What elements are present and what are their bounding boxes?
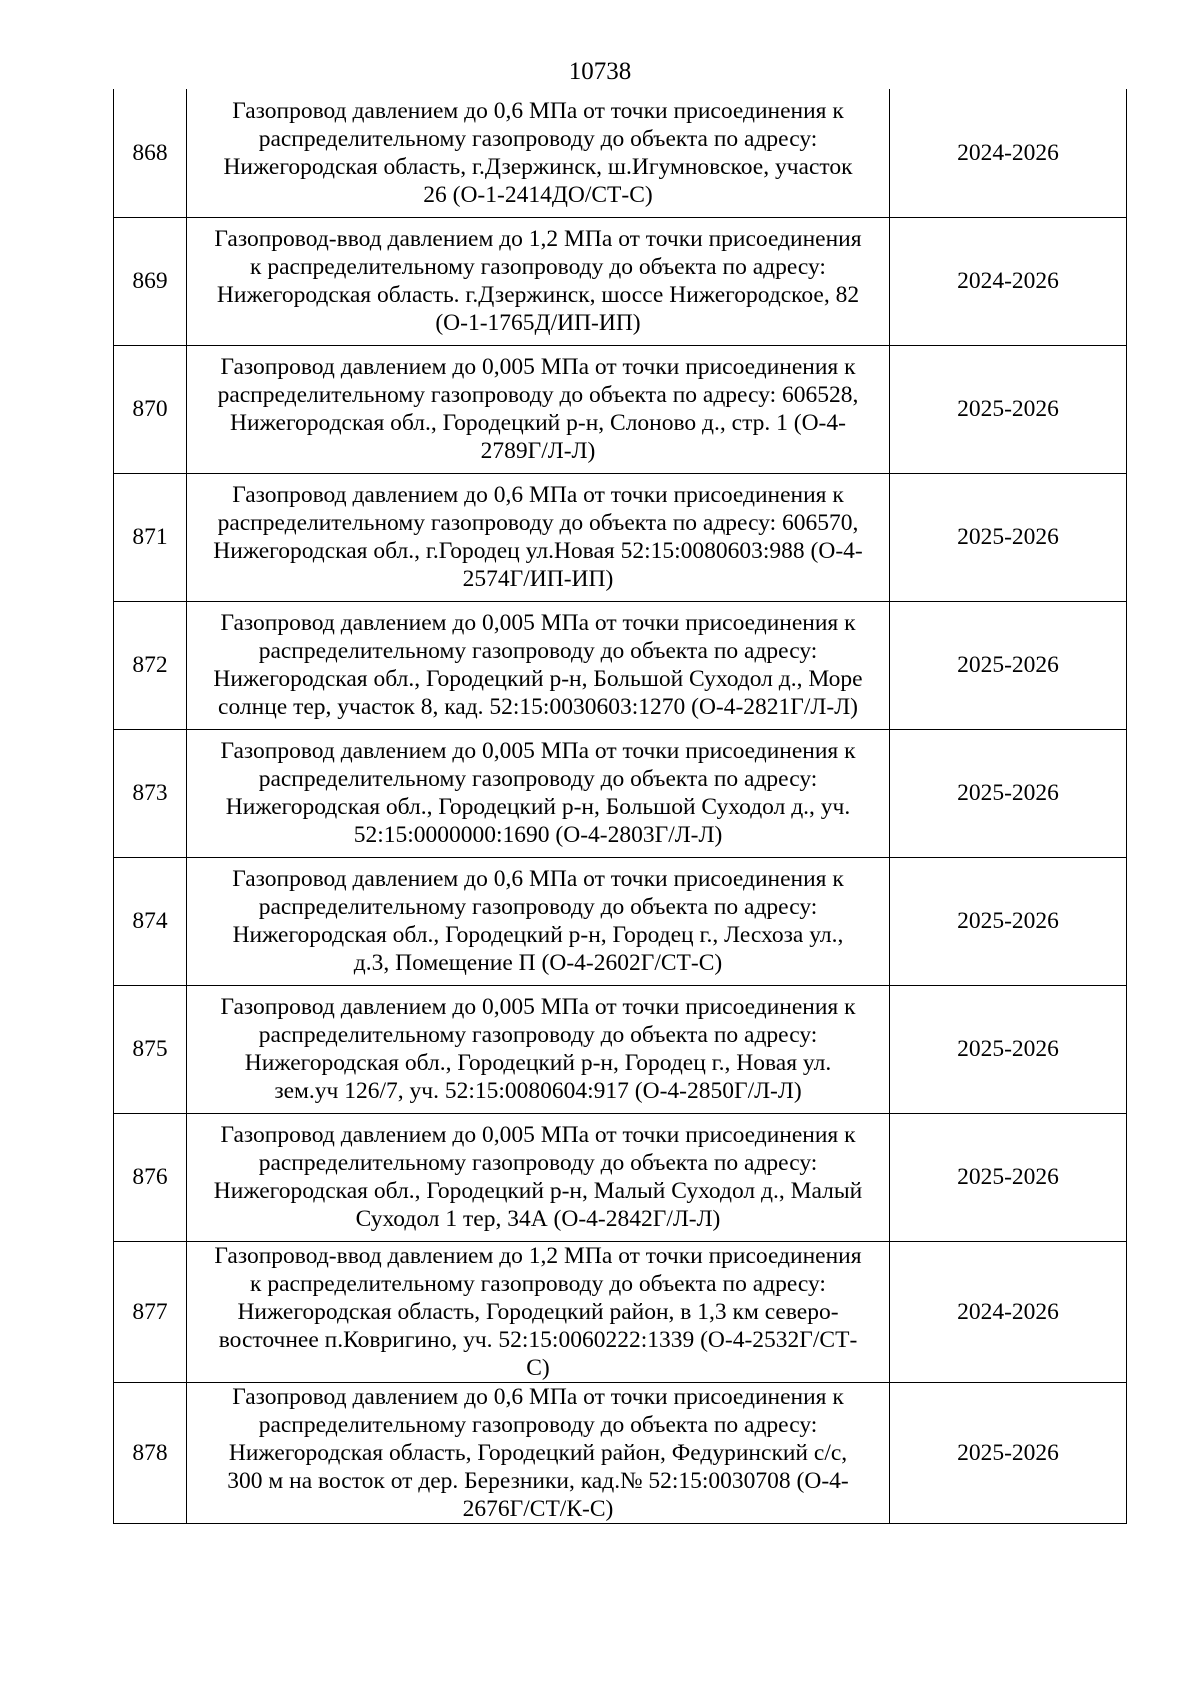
row-period: 2025-2026 — [890, 345, 1127, 473]
description-line: 26 (О-1-2414ДО/СТ-С) — [423, 181, 653, 208]
row-number: 872 — [114, 601, 187, 729]
row-number: 869 — [114, 217, 187, 345]
table-row — [114, 857, 1127, 985]
description-line: Газопровод давлением до 0,6 МПа от точки присоединения к — [232, 866, 844, 892]
description-line: С) — [526, 1354, 550, 1381]
description-line: 2789Г/Л-Л) — [480, 438, 596, 464]
row-number: 877 — [114, 1241, 187, 1382]
row-description — [187, 985, 890, 1113]
pipeline-table — [113, 89, 1127, 1524]
description-line: к распределительному газопроводу до объекта по адресу: — [250, 254, 826, 280]
table-row — [114, 89, 1127, 217]
description-line: Нижегородская обл., Городецкий р-н, Большой Суходол д., Море — [213, 666, 863, 692]
table-row — [114, 1241, 1127, 1382]
description-line: Газопровод давлением до 0,005 МПа от точки присоединения к — [220, 738, 856, 764]
description-line: 2574Г/ИП-ИП) — [462, 566, 614, 592]
table-row — [114, 217, 1127, 345]
row-description — [187, 1113, 890, 1241]
description-line: распределительному газопроводу до объекта по адресу: — [258, 638, 818, 664]
description-line: д.3, Помещение П (О-4-2602Г/СТ-С) — [353, 950, 723, 976]
description-line: Нижегородская обл., Городецкий р-н, Городец г., Новая ул. — [244, 1050, 832, 1076]
description-line: (О-1-1765Д/ИП-ИП) — [435, 310, 641, 336]
row-period: 2025-2026 — [890, 729, 1127, 857]
row-number: 878 — [114, 1382, 187, 1523]
description-line: Нижегородская обл., г.Городец ул.Новая 52:15:0080603:988 (О-4- — [213, 538, 863, 564]
description-line: Газопровод давлением до 0,005 МПа от точки присоединения к — [220, 610, 856, 636]
row-number: 873 — [114, 729, 187, 857]
description-line: Газопровод давлением до 0,005 МПа от точки присоединения к — [220, 354, 856, 380]
description-line: распределительному газопроводу до объекта по адресу: 606570, — [217, 510, 859, 536]
description-line: распределительному газопроводу до объекта по адресу: 606528, — [217, 382, 859, 408]
table-row — [114, 1382, 1127, 1523]
description-line: распределительному газопроводу до объекта по адресу: — [258, 125, 818, 152]
description-line: Нижегородская область, г.Дзержинск, ш.Игумновское, участок — [223, 153, 853, 180]
description-line: Газопровод давлением до 0,6 МПа от точки присоединения к — [232, 1383, 844, 1410]
description-line: Газопровод давлением до 0,005 МПа от точки присоединения к — [220, 1122, 856, 1148]
row-description — [187, 857, 890, 985]
row-period: 2025-2026 — [890, 985, 1127, 1113]
description-line: Газопровод давлением до 0,005 МПа от точки присоединения к — [220, 994, 856, 1020]
description-line: 2676Г/СТ/К-С) — [462, 1495, 614, 1522]
description-line: зем.уч 126/7, уч. 52:15:0080604:917 (О-4-2850Г/Л-Л) — [274, 1078, 802, 1104]
description-line: 52:15:0000000:1690 (О-4-2803Г/Л-Л) — [353, 822, 723, 848]
page-number: 10738 — [568, 58, 632, 85]
row-number: 874 — [114, 857, 187, 985]
row-description — [187, 473, 890, 601]
description-line: Газопровод-ввод давлением до 1,2 МПа от точки присоединения — [214, 226, 862, 252]
row-number: 875 — [114, 985, 187, 1113]
description-line: Нижегородская область, Городецкий район, в 1,3 км северо- — [237, 1298, 839, 1325]
row-period: 2024-2026 — [890, 89, 1127, 217]
row-description — [187, 345, 890, 473]
row-period: 2024-2026 — [890, 217, 1127, 345]
description-line: распределительному газопроводу до объекта по адресу: — [258, 1022, 818, 1048]
description-line: Нижегородская область. г.Дзержинск, шоссе Нижегородское, 82 — [216, 282, 860, 308]
table-row — [114, 601, 1127, 729]
row-period: 2025-2026 — [890, 601, 1127, 729]
description-line: Нижегородская обл., Городецкий р-н, Слоново д., стр. 1 (О-4- — [230, 410, 846, 436]
description-line: Газопровод давлением до 0,6 МПа от точки присоединения к — [232, 482, 844, 508]
description-line: Нижегородская обл., Городецкий р-н, Малый Суходол д., Малый — [213, 1178, 863, 1204]
row-number: 876 — [114, 1113, 187, 1241]
description-line: Нижегородская обл., Городецкий р-н, Городец г., Лесхоза ул., — [232, 922, 844, 948]
row-period: 2024-2026 — [890, 1241, 1127, 1382]
table-row — [114, 345, 1127, 473]
description-line: Нижегородская область, Городецкий район, Федуринский с/с, — [228, 1439, 848, 1466]
description-line: распределительному газопроводу до объекта по адресу: — [258, 1150, 818, 1176]
row-number: 871 — [114, 473, 187, 601]
description-line: Нижегородская обл., Городецкий р-н, Большой Суходол д., уч. — [225, 794, 851, 820]
description-line: восточнее п.Ковригино, уч. 52:15:0060222:1339 (О-4-2532Г/СТ- — [218, 1326, 858, 1353]
description-line: Газопровод давлением до 0,6 МПа от точки присоединения к — [232, 97, 844, 124]
description-line: Суходол 1 тер, 34А (О-4-2842Г/Л-Л) — [355, 1206, 721, 1232]
row-number: 868 — [114, 89, 187, 217]
table-row — [114, 985, 1127, 1113]
description-line: 300 м на восток от дер. Березники, кад.№ 52:15:0030708 (О-4- — [227, 1467, 849, 1494]
description-line: Газопровод-ввод давлением до 1,2 МПа от точки присоединения — [214, 1242, 862, 1269]
row-description — [187, 1382, 890, 1523]
row-description — [187, 729, 890, 857]
table-row — [114, 1113, 1127, 1241]
row-description — [187, 601, 890, 729]
row-description — [187, 217, 890, 345]
description-line: распределительному газопроводу до объекта по адресу: — [258, 766, 818, 792]
row-description — [187, 1241, 890, 1382]
row-number: 870 — [114, 345, 187, 473]
row-description — [187, 89, 890, 217]
row-period: 2025-2026 — [890, 1382, 1127, 1523]
row-period: 2025-2026 — [890, 857, 1127, 985]
description-line: к распределительному газопроводу до объекта по адресу: — [250, 1270, 826, 1297]
description-line: солнце тер, участок 8, кад. 52:15:0030603:1270 (О-4-2821Г/Л-Л) — [218, 694, 858, 720]
description-line: распределительному газопроводу до объекта по адресу: — [258, 894, 818, 920]
row-period: 2025-2026 — [890, 473, 1127, 601]
row-period: 2025-2026 — [890, 1113, 1127, 1241]
table-row — [114, 473, 1127, 601]
description-line: распределительному газопроводу до объекта по адресу: — [258, 1411, 818, 1438]
table-row — [114, 729, 1127, 857]
